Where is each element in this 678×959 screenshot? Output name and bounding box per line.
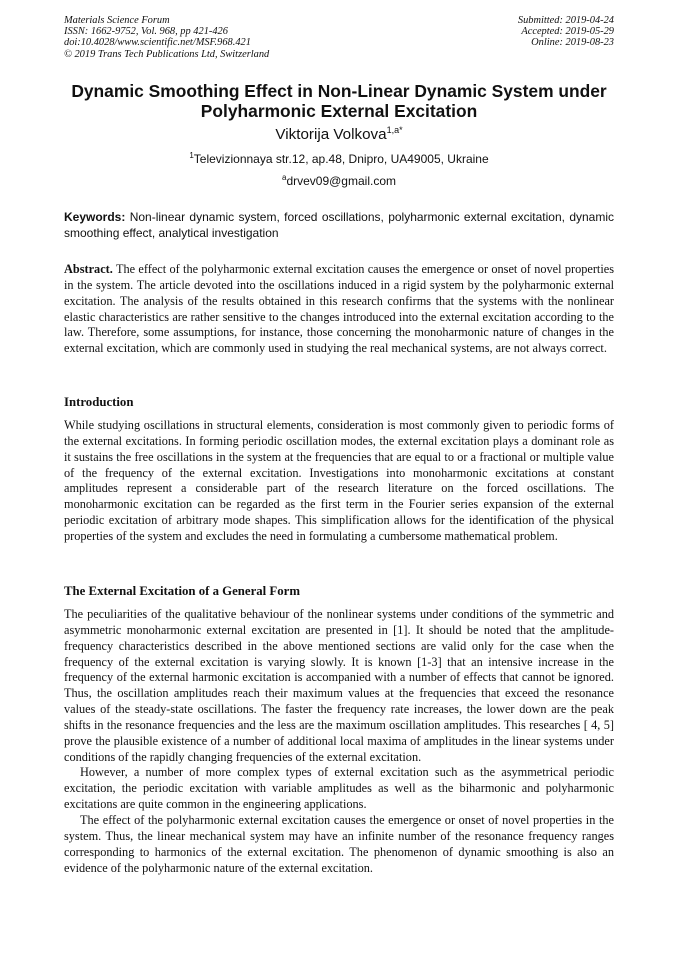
section-heading-introduction: Introduction <box>64 395 134 409</box>
paragraph: The peculiarities of the qualitative behaviour of the nonlinear systems under conditions of the symmetric and asymmetric monoharmonic external excitation are presented in [1]. It should be noted that the amplitude-frequency characteristics described in the above mentioned sections are valid only for the case when the frequency of the external excitation is varying slowly. It is known [1-3] that an intensive increase in the frequency of the external harmonic excitation is accompanied with a number of effects that cannot be ignored. Thus, the oscillation amplitudes reach their maximum values at the frequencies that exceed the resonance values of the steady-state oscillations. The faster the frequency rate increases, the lower down are the peak shifts in the resonance frequencies and the less are the maximum oscillation amplitudes. This researches [ 4, 5] prove the plausible existence of a number of additional local maxima of amplitudes in the linear systems under conditions of the rapidly changing frequencies of the external excitation. <box>64 607 614 764</box>
abstract-block <box>64 262 614 357</box>
affiliation-superscript: 1 <box>189 151 194 160</box>
paper-title: Dynamic Smoothing Effect in Non-Linear Dynamic System under Polyharmonic External Excitation <box>71 81 607 121</box>
author-line <box>0 126 678 144</box>
copyright-line: © 2019 Trans Tech Publications Ltd, Switzerland <box>64 48 270 60</box>
email-superscript: a <box>281 173 287 182</box>
doi-line: doi:10.4028/www.scientific.net/MSF.968.421 <box>64 37 251 49</box>
paragraph: While studying oscillations in structural elements, consideration is most commonly given to periodic forms of the external excitations. In forming periodic oscillation modes, the external excitation plays a dominant role as it sustains the free oscillations in the system at the frequencies that are equal to or a fractional or multiple value of the frequency of the external excitation. Investigations into monoharmonic excitations at constant amplitudes represent a considerable part of the research literature on the forced oscillations. The monoharmonic excitation can be regarded as the first term in the Fourier series expansion of the external periodic excitation of arbitrary mode shapes. This simplification allows for the identification of the physical properties of the system and excludes the need in formulating a cumbersome mathematical problem. <box>64 418 614 543</box>
keywords-block <box>64 209 614 241</box>
online-date: Online: 2019-08-23 <box>531 37 614 49</box>
paragraph: However, a number of more complex types of external excitation such as the asymmetrical periodic excitation, the periodic excitation with variable amplitudes as well as the biharmonic and polyharmonic excitations are quite common in the engineering applications. <box>64 765 614 812</box>
keywords-text: Non-linear dynamic system, forced oscillations, polyharmonic external excitation, dynamic smoothing effect, analytical investigation <box>64 210 615 240</box>
email-line <box>0 174 678 189</box>
journal-header-left <box>64 15 269 60</box>
abstract-label: Abstract. <box>64 262 113 276</box>
abstract-text: The effect of the polyharmonic external excitation causes the emergence or onset of novel properties in the system. The article devoted into the oscillations induced in a rigid system by the polyharmonic external excitation. The analysis of the results obtained in this research confirms that the systems with the nonlinear elastic characteristics are rather sensitive to the changes introduced into the external excitation according to the law. Therefore, some assumptions, for instance, those concerning the monoharmonic nature of changes in the external excitation, which are commonly used in studying the real mechanical systems, are not always correct. <box>64 262 615 356</box>
journal-header-right <box>518 15 614 49</box>
issn-line: ISSN: 1662-9752, Vol. 968, pp 421-426 <box>64 26 228 38</box>
author-name: Viktorija Volkova <box>275 126 387 143</box>
keywords-label: Keywords: <box>64 210 126 224</box>
affiliation-text: Televizionnaya str.12, ap.48, Dnipro, UA49005, Ukraine <box>193 152 489 166</box>
introduction-body <box>64 418 614 545</box>
paragraph: The effect of the polyharmonic external excitation causes the emergence or onset of novel properties in the system. Thus, the linear mechanical system may have an infinite number of the resonance frequency ranges corresponding to harmonics of the external excitation. The phenomenon of dynamic smoothing is also an evidence of the polyharmonic nature of the external excitation. <box>64 812 614 875</box>
journal-name: Materials Science Forum <box>64 15 170 26</box>
author-superscript: 1,a* <box>386 125 403 135</box>
accepted-date: Accepted: 2019-05-29 <box>521 26 614 38</box>
section-heading-external-excitation: The External Excitation of a General Form <box>64 584 300 598</box>
affiliation-line <box>0 152 678 167</box>
submitted-date: Submitted: 2019-04-24 <box>517 15 614 26</box>
email-address: drvev09@gmail.com <box>286 174 396 188</box>
external-excitation-body <box>64 607 614 876</box>
